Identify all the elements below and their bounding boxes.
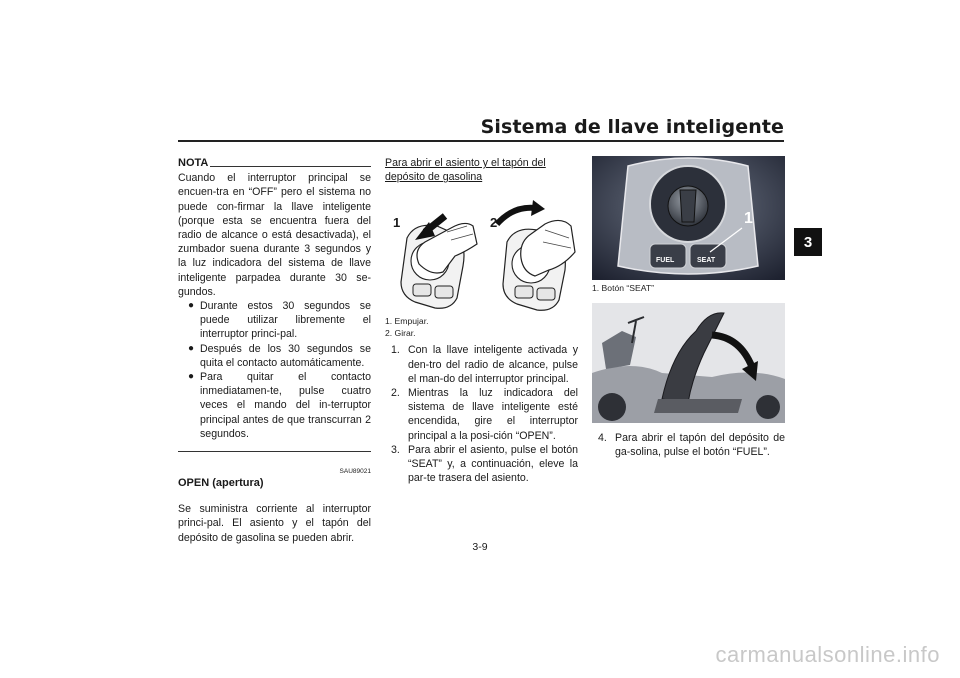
nota-bullet: ● Después de los 30 segundos se quita el contacto automáticamente. bbox=[188, 342, 371, 370]
procedure-step bbox=[385, 343, 578, 386]
procedure-step bbox=[385, 386, 578, 443]
nota-bullet: ● Durante estos 30 segundos se puede utilizar libremente el interruptor princi-pal. bbox=[188, 299, 371, 342]
seat-open-drawing bbox=[592, 303, 785, 423]
nota-text: Cuando el interruptor principal se encuen-tra en “OFF” pero el sistema no puede con-firmar la llave inteligente (porque esta se encuentra fuera del radio de alcance o está desactivada), el zumbador suena durante 3 segundos y la luz indicadora del sistema de llave inteligente parpadea durante 30 se-gundos. bbox=[178, 172, 371, 298]
photo-label-seat: 1 bbox=[744, 210, 753, 227]
nota-heading bbox=[178, 156, 371, 170]
section-title: OPEN (apertura) bbox=[178, 477, 264, 490]
section-text: Se suministra corriente al interruptor princi-pal. El asiento y el tapón del depósito de gasolina se pueden abrir. bbox=[178, 503, 371, 544]
nota-bullets bbox=[178, 299, 371, 441]
left-column bbox=[178, 156, 371, 545]
step-number: 1. bbox=[391, 344, 400, 357]
seat-button-drawing bbox=[592, 156, 785, 280]
fuel-button: FUEL bbox=[656, 257, 675, 264]
middle-column bbox=[385, 156, 578, 485]
page-title: Sistema de llave inteligente bbox=[480, 116, 784, 138]
watermark: carmanualsonline.info bbox=[715, 642, 940, 667]
nota-bullet: ● Para quitar el contacto inmediatamen-te, pulse cuatro veces el mando del in-terruptor principal antes de que transcurran 2 segundos. bbox=[188, 370, 371, 441]
push-turn-illustration bbox=[385, 186, 578, 316]
right-column bbox=[592, 156, 785, 459]
chapter-tab: 3 bbox=[794, 228, 822, 256]
step-text: Con la llave inteligente activada y den-tro del radio de alcance, pulse el man-do del interruptor principal. bbox=[408, 344, 578, 385]
nota-rule bbox=[210, 166, 371, 167]
procedure-step bbox=[385, 443, 578, 486]
seat-open-photo bbox=[592, 303, 785, 423]
step-text: Para abrir el tapón del depósito de ga-solina, pulse el botón “FUEL”. bbox=[615, 431, 785, 458]
step-number: 2. bbox=[391, 387, 400, 400]
seat-button-photo bbox=[592, 156, 785, 280]
step-number: 4. bbox=[598, 431, 607, 444]
photo-caption: 1. Botón “SEAT” bbox=[592, 283, 654, 293]
step-text: Para abrir el asiento, pulse el botón “SEAT” y, a continuación, eleve la par-te trasera del asiento. bbox=[408, 443, 578, 485]
figure-caption: 2. Girar. bbox=[385, 327, 416, 338]
seat-button: SEAT bbox=[697, 257, 716, 264]
nota-label: NOTA bbox=[178, 157, 209, 169]
section-code: SAU89021 bbox=[339, 468, 371, 476]
header-rule bbox=[178, 140, 784, 142]
procedure-step bbox=[592, 431, 785, 459]
figure-caption: 1. Empujar. bbox=[385, 316, 429, 327]
push-turn-drawing bbox=[385, 186, 578, 316]
figure-label-turn: 2 bbox=[490, 215, 498, 231]
procedure-subtitle: Para abrir el asiento y el tapón del depósito de gasolina bbox=[385, 157, 546, 184]
figure-label-push: 1 bbox=[393, 215, 401, 231]
procedure-steps-continued bbox=[592, 431, 785, 459]
page-number: 3-9 bbox=[472, 541, 488, 553]
step-number: 3. bbox=[391, 443, 400, 456]
nota-end-rule bbox=[178, 451, 371, 452]
procedure-steps bbox=[385, 343, 578, 485]
step-text: Mientras la luz indicadora del sistema de llave inteligente esté encendida, gire el interruptor principal a la posi-ción “OPEN”. bbox=[408, 387, 578, 442]
